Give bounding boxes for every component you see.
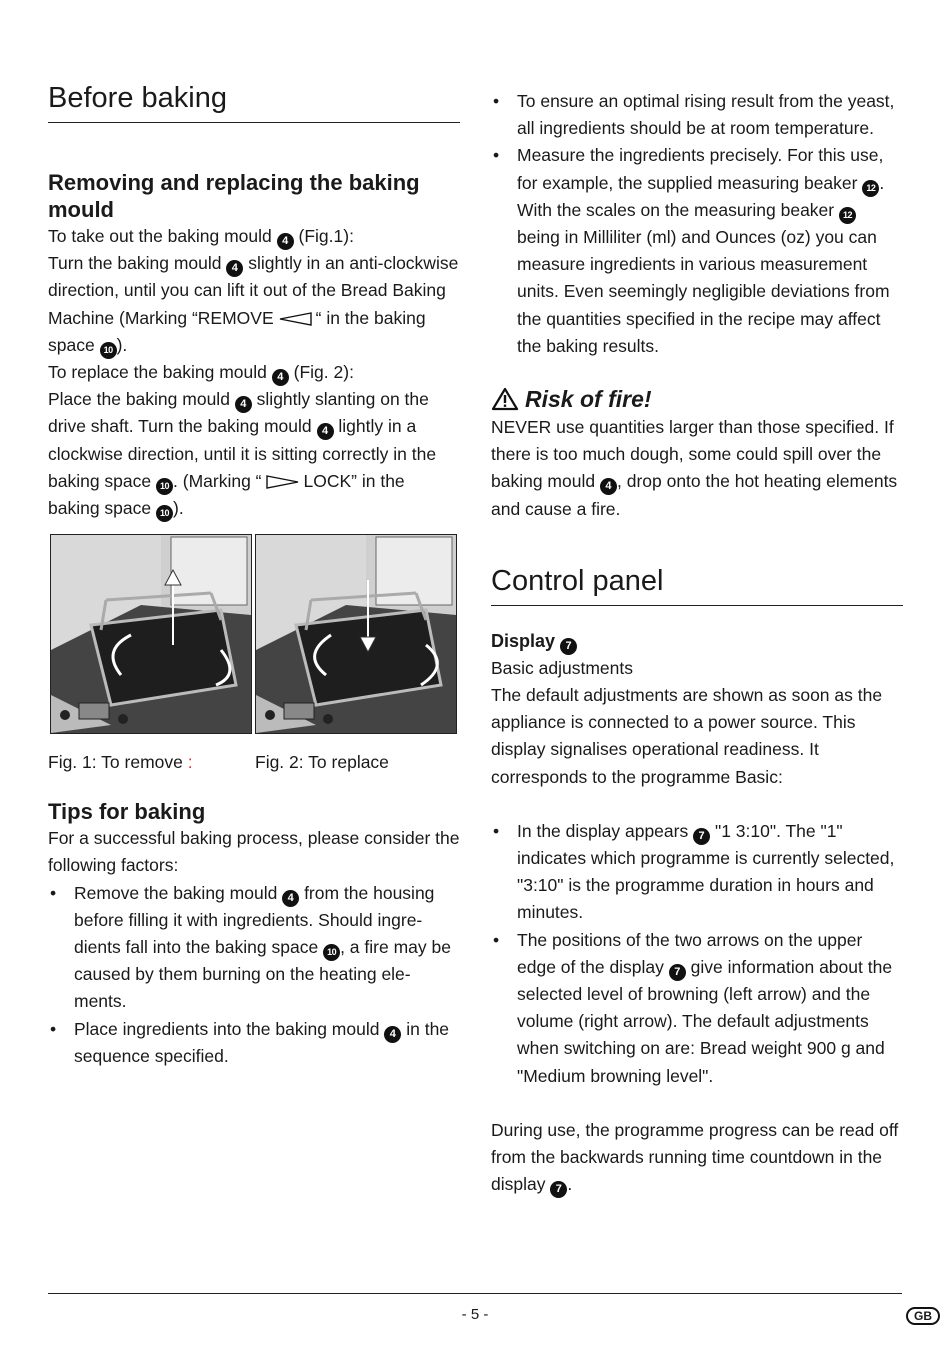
item-7-icon: 7 [693,828,710,845]
left-column [48,80,460,1070]
item-4-icon: 4 [317,423,334,440]
section-title-control-panel: Control panel [491,563,903,606]
ingredient-tips-list [491,88,903,360]
bread-machine-illustration-replace [256,535,456,733]
risk-of-fire-text: NEVER use quantities larger than those specified. If there is too much dough, some could spill over the baking mould 4 , drop onto the hot heating elements and cause a fire. [491,417,898,519]
figure-1-caption: Fig. 1: To remove : [48,752,193,773]
figures-row [48,534,460,773]
list-item: • In the display appears 7 "1 3:10". The "1" indicates which programme is currently selected, "3:10" is the programme duration in hours and minutes. [491,818,903,927]
page-number: - 5 - [461,1306,489,1323]
item-4-icon: 4 [384,1026,401,1043]
item-12-icon: 12 [839,207,856,224]
language-badge: GB [906,1307,940,1325]
display-heading: Display 7 [491,628,903,655]
paragraph-turn-mould: Turn the baking mould 4 slightly in an anti-clockwise direction, until you can lift it out of the Bread Baking Machine (Marking “REMOVE “ in the baking space 10 ). [48,250,460,359]
list-item: • Place ingredients into the baking mould 4 in the sequence specified. [48,1016,460,1070]
item-7-icon: 7 [669,964,686,981]
paragraph-place-mould: Place the baking mould 4 slightly slanting on the drive shaft. Turn the baking mould 4 lightly in a clockwise direction, until it is sitting correctly in the baking space 10 . (Marking “ LOCK” in the baking space 10 ). [48,386,460,522]
display-info-list [491,818,903,1090]
item-10-icon: 10 [156,478,173,495]
figure-2-caption: Fig. 2: To replace [255,752,389,773]
item-10-icon: 10 [323,944,340,961]
basic-adjustments-label: Basic adjustments [491,657,634,678]
footer-divider [48,1293,902,1294]
list-item: • Remove the baking mould 4 from the housing before filling it with ingredients. Should ingre-dients fall into the baking space 10 , a fire may be caused by them burning on the heating ele-ments. [48,880,460,1016]
item-10-icon: 10 [100,342,117,359]
tips-list [48,880,460,1070]
right-column [491,88,903,1199]
paragraph-replace: To replace the baking mould 4 (Fig. 2): [48,359,460,386]
remove-arrow-icon [278,311,312,327]
item-4-icon: 4 [282,890,299,907]
risk-of-fire-heading: Risk of fire! [491,384,903,414]
bread-machine-illustration-remove [51,535,251,733]
heading-tips-for-baking: Tips for baking [48,799,206,825]
item-12-icon: 12 [862,180,879,197]
section-title-before-baking: Before baking [48,80,460,123]
list-item: • Measure the ingredients precisely. For this use, for example, the supplied measuring beaker 12 . With the scales on the measuring beaker 12 being in Milliliter (ml) and Ounces (oz) you can measure ingredients in various measurement units. Even seemingly negligible deviations from the quantities specified in the recipe may affect the baking results. [491,142,903,360]
item-4-icon: 4 [235,396,252,413]
item-7-icon: 7 [560,638,577,655]
tips-intro: For a successful baking process, please consider the following factors: [48,828,460,876]
item-4-icon: 4 [600,478,617,495]
paragraph-take-out: To take out the baking mould 4 (Fig.1): [48,223,460,250]
list-item: • The positions of the two arrows on the upper edge of the display 7 give information about the selected level of browning (left arrow) and the volume (right arrow). The default adjustments when switching on are: Bread weight 900 g and "Medium browning level". [491,927,903,1090]
item-10-icon: 10 [156,505,173,522]
list-item: • To ensure an optimal rising result from the yeast, all ingredients should be at room temperature. [491,88,903,142]
default-adjustments-text: The default adjustments are shown as soon as the appliance is connected to a power source. This display signalises operational readiness. It corresponds to the programme Basic: [491,685,883,787]
item-4-icon: 4 [272,369,289,386]
item-7-icon: 7 [550,1181,567,1198]
item-4-icon: 4 [277,233,294,250]
heading-removing-replacing: Removing and replacing the baking mould [48,170,420,222]
warning-triangle-icon [491,387,519,411]
item-4-icon: 4 [226,260,243,277]
figure-1-remove [50,534,252,734]
during-use-text: During use, the programme progress can be read off from the backwards running time countdown in the display 7 . [491,1117,903,1199]
lock-arrow-icon [266,474,300,490]
figure-2-replace [255,534,457,734]
